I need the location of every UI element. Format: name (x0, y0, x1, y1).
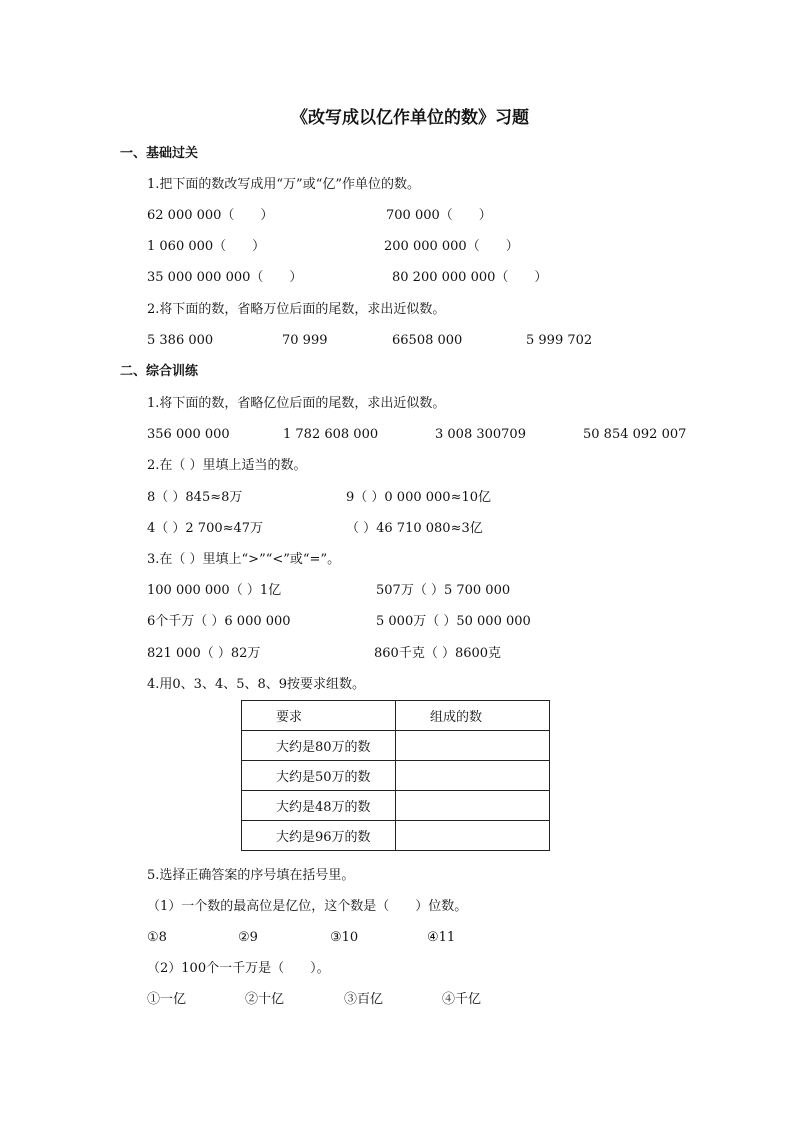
fill-item: 8（ ）845≈8万 (147, 490, 243, 505)
table-cell-answer (396, 761, 550, 791)
worksheet-title: 《改写成以亿作单位的数》习题 (291, 108, 529, 128)
question-2-5-1-prompt: （1）一个数的最高位是亿位，这个数是（ ）位数。 (147, 899, 468, 914)
table-cell-requirement: 大约是48万的数 (242, 791, 396, 821)
question-2-3-prompt: 3.在（ ）里填上“>”“<”或“=”。 (147, 552, 341, 567)
approx-number: 5 386 000 (147, 333, 214, 348)
convert-item: 700 000（ ） (386, 208, 492, 223)
question-2-4-prompt: 4.用0、3、4、5、8、9按要求组数。 (147, 677, 366, 692)
choice-option: ④11 (427, 930, 456, 945)
approx-number: 5 999 702 (526, 333, 593, 348)
table-cell-answer (396, 791, 550, 821)
table-cell-answer (396, 821, 550, 851)
compare-item: 507万（ ）5 700 000 (376, 583, 511, 598)
fill-item: 4（ ）2 700≈47万 (147, 521, 264, 536)
question-2-5-prompt: 5.选择正确答案的序号填在括号里。 (147, 868, 355, 883)
question-2-5-2-prompt: （2）100个一千万是（ ）。 (147, 961, 330, 976)
question-2-1-prompt: 1.将下面的数，省略亿位后面的尾数，求出近似数。 (147, 396, 446, 411)
table-header-requirement: 要求 (242, 701, 396, 731)
choice-option: ①一亿 (147, 992, 187, 1007)
requirements-table (241, 700, 550, 851)
question-1-1-prompt: 1.把下面的数改写成用“万”或“亿”作单位的数。 (147, 177, 420, 192)
table-row (242, 821, 550, 851)
choice-option: ②9 (238, 930, 258, 945)
approx-number: 356 000 000 (147, 427, 230, 442)
table-cell-requirement: 大约是80万的数 (242, 731, 396, 761)
question-1-2-prompt: 2.将下面的数，省略万位后面的尾数，求出近似数。 (147, 302, 446, 317)
table-cell-answer (396, 731, 550, 761)
approx-number: 1 782 608 000 (283, 427, 379, 442)
convert-item: 35 000 000 000（ ） (147, 270, 303, 285)
approx-number: 70 999 (282, 333, 328, 348)
compare-item: 821 000（ ）82万 (147, 646, 261, 661)
fill-item: （ ）46 710 080≈3亿 (346, 521, 483, 536)
choice-option: ④千亿 (442, 992, 482, 1007)
compare-item: 860千克（ ）8600克 (374, 646, 502, 661)
convert-item: 1 060 000（ ） (147, 239, 266, 254)
table-row (242, 791, 550, 821)
table-cell-requirement: 大约是50万的数 (242, 761, 396, 791)
compare-item: 100 000 000（ ）1亿 (147, 583, 282, 598)
choice-option: ③百亿 (344, 992, 384, 1007)
section-heading-comprehensive: 二、综合训练 (120, 364, 199, 379)
approx-number: 50 854 092 007 (583, 427, 687, 442)
convert-item: 62 000 000（ ） (147, 208, 274, 223)
fill-item: 9（ ）0 000 000≈10亿 (346, 490, 491, 505)
choice-option: ②十亿 (245, 992, 285, 1007)
convert-item: 80 200 000 000（ ） (392, 270, 548, 285)
table-row (242, 731, 550, 761)
question-2-2-prompt: 2.在（ ）里填上适当的数。 (147, 458, 307, 473)
table-cell-requirement: 大约是96万的数 (242, 821, 396, 851)
approx-number: 66508 000 (392, 333, 463, 348)
approx-number: 3 008 300709 (435, 427, 526, 442)
compare-item: 5 000万（ ）50 000 000 (376, 614, 531, 629)
table-header-row (242, 701, 550, 731)
convert-item: 200 000 000（ ） (384, 239, 519, 254)
choice-option: ①8 (147, 930, 167, 945)
table-row (242, 761, 550, 791)
choice-option: ③10 (330, 930, 359, 945)
compare-item: 6个千万（ ）6 000 000 (147, 614, 291, 629)
table-header-number: 组成的数 (396, 701, 550, 731)
section-heading-basic: 一、基础过关 (120, 146, 199, 161)
